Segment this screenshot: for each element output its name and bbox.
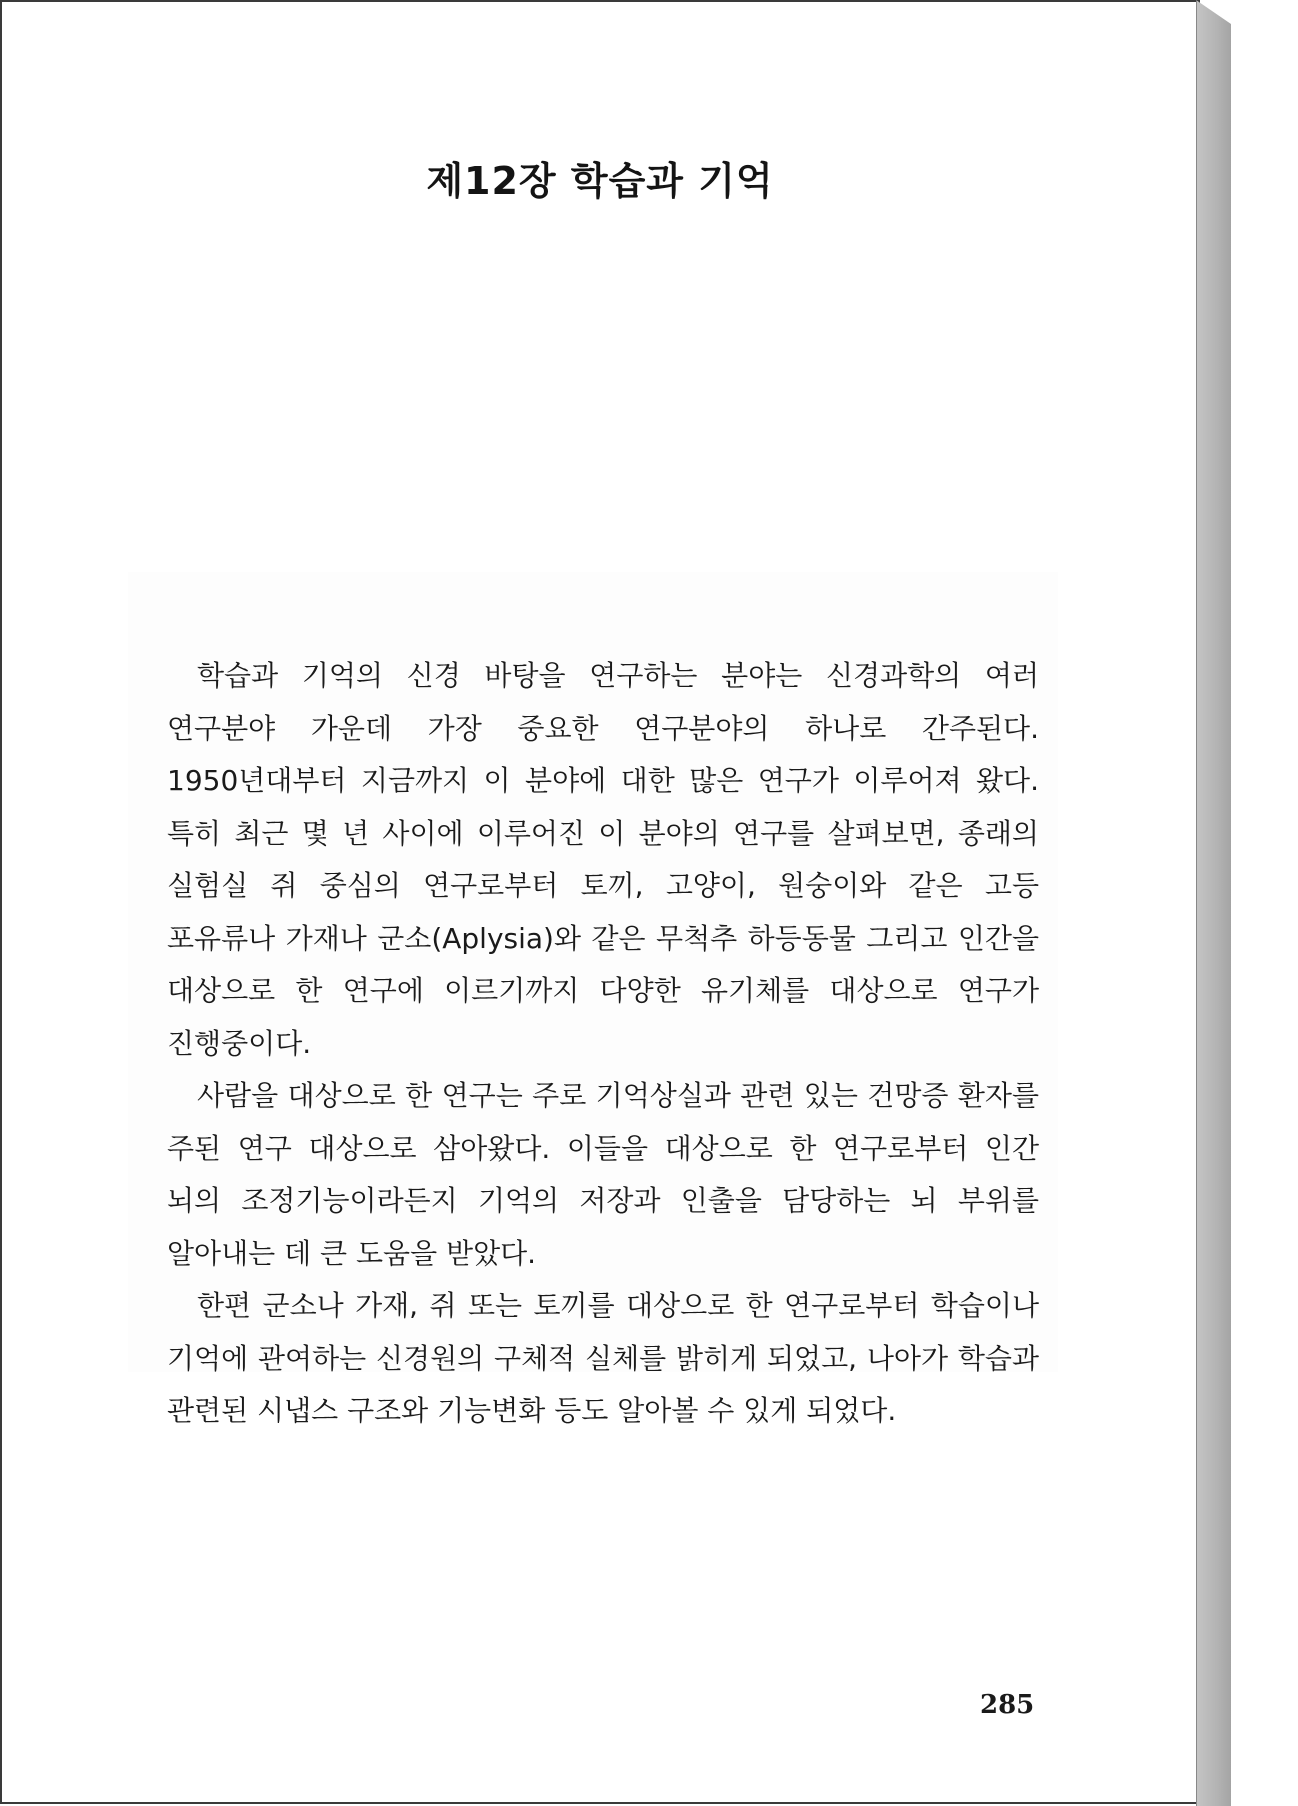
paragraph-3: 한편 군소나 가재, 쥐 또는 토끼를 대상으로 한 연구로부터 학습이나 기억에 관여하는 신경원의 구체적 실체를 밝히게 되었고, 나아가 학습과 관련된 시냅스 구조와 기능변화 등도 알아볼 수 있게 되었다. — [167, 1289, 1039, 1427]
page-number: 285 — [980, 1690, 1035, 1720]
chapter-title: 제12장 학습과 기억 — [426, 159, 774, 203]
body-text — [167, 650, 1039, 1438]
page-edge-shadow — [1196, 0, 1231, 1806]
paragraph-2: 사람을 대상으로 한 연구는 주로 기억상실과 관련 있는 건망증 환자를 주된 연구 대상으로 삼아왔다. 이들을 대상으로 한 연구로부터 인간 뇌의 조정기능이라든지 기억의 저장과 인출을 담당하는 뇌 부위를 알아내는 데 큰 도움을 받았다. — [167, 1079, 1039, 1270]
paragraph-1: 학습과 기억의 신경 바탕을 연구하는 분야는 신경과학의 여러 연구분야 가운데 가장 중요한 연구분야의 하나로 간주된다. 1950년대부터 지금까지 이 분야에 대한 많은 연구가 이루어져 왔다. 특히 최근 몇 년 사이에 이루어진 이 분야의 연구를 살펴보면, 종래의 실험실 쥐 중심의 연구로부터 토끼, 고양이, 원숭이와 같은 고등 포유류나 가재나 군소(Aplysia)와 같은 무척추 하등동물 그리고 인간을 대상으로 한 연구에 이르기까지 다양한 유기체를 대상으로 연구가 진행중이다. — [167, 659, 1039, 1060]
